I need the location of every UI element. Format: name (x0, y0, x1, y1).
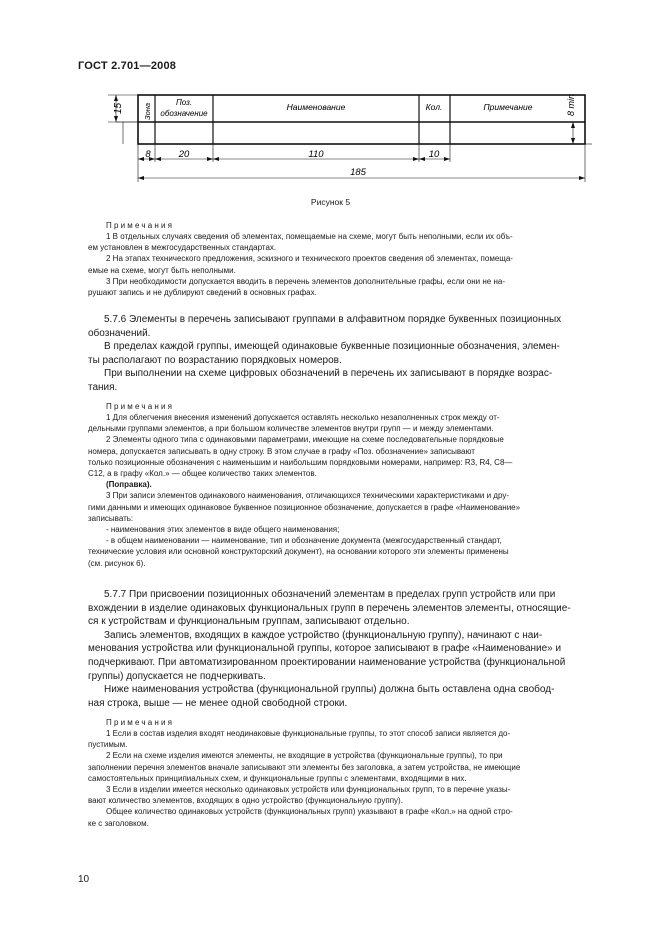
dim-qty-width: 10 (428, 149, 440, 160)
paragraph-line: 5.7.6 Элементы в перечень записывают группами в алфавитном порядке буквенных позиционных (104, 314, 562, 325)
arrow-zone-left (138, 157, 144, 161)
paragraph-line: ная строка, выше — не менее одной свободной строки. (88, 697, 348, 709)
notes-block-3 (88, 717, 616, 829)
notes-title: Примечания (106, 221, 175, 230)
col-note-label: Примечание (483, 102, 533, 112)
arrow-qty-right (444, 157, 450, 161)
arrow-side-bottom (114, 116, 118, 122)
paragraph-line: 5.7.7 При присвоении позиционных обозначений элементам в пределах групп устройств или при (104, 589, 556, 600)
paragraph-line: группы) допускается не подчеркивать. (88, 670, 266, 682)
note-line: ем установлен в межгосударственных стандартах. (88, 243, 277, 253)
note-line: рушают запись и не дублируют сведений в основных графах. (88, 288, 317, 298)
note-line: 1 Для облегчения внесения изменений допускается оставлять несколько незаполненных строк между от- (106, 413, 500, 422)
note-line: только позиционные обозначения с наименьшим и наибольшим порядковыми номерами, например: R3, R4, C8— (88, 457, 513, 467)
col-qty-label: Кол. (425, 102, 443, 112)
paragraph-line: В пределах каждой группы, имеющей одинаковые буквенные позиционные обозначения, элемен- (104, 341, 560, 353)
col-position-label-2: обозначение (160, 109, 208, 118)
row-height-label: 8 min (566, 93, 576, 116)
figure-caption: Рисунок 5 (310, 197, 351, 207)
note-line: 3 При необходимости допускается вводить в перечень элементов дополнительные графы, если они не на- (106, 276, 505, 286)
note-line: технические условия или основной конструкторский документ), на основании которого эти элементы применены (88, 547, 509, 557)
notes-title: Примечания (106, 718, 175, 727)
note-line: (см. рисунок 6). (88, 558, 146, 568)
paragraph-line: Запись элементов, входящих в каждое устройство (функциональную группу), начинают с наи- (104, 629, 543, 641)
notes-title: Примечания (106, 402, 175, 411)
note-line: самостоятельных принципиальных схем, и функциональные группы с элементами, входящими в них. (88, 773, 467, 783)
notes-block-1 (88, 220, 616, 298)
arrow-row-top (571, 122, 575, 128)
section-5-7-6 (88, 313, 616, 395)
page-number: 10 (78, 874, 90, 885)
note-line: заполнении перечня элементов вначале записывают эти элементы без заголовка, а затем устройства, не имеющие (88, 762, 521, 772)
arrow-pos-right (207, 157, 213, 161)
paragraph-line: ты располагают по возрастанию порядковых номеров. (88, 354, 342, 366)
note-line: 2 На этапах технического предложения, эскизного и технического проектов сведения об элементах, помеща- (106, 254, 513, 264)
col-name-label: Наименование (286, 102, 346, 112)
note-line: вают количество элементов, входящих в одно устройство (функциональную группу). (88, 796, 403, 806)
note-line: - в общем наименовании — наименование, тип и обозначение документа (межгосударственный стандарт, (106, 536, 502, 546)
side-height-label: 15 (113, 102, 124, 114)
note-line: пустимым. (88, 740, 128, 750)
note-line: 2 Если на схеме изделия имеются элементы, не входящие в устройства (функциональные группы), то при (106, 751, 503, 761)
note-line: ке с заголовком. (88, 818, 149, 828)
dim-total-width: 185 (350, 167, 366, 178)
dim-name-width: 110 (308, 149, 324, 160)
paragraph-line: вхождении в изделие одинаковых функциональных групп в перечень элементов элементы, относящие- (88, 602, 571, 614)
paragraph-line: При выполнении на схеме цифровых обозначений в перечень их записывают в порядке возрас- (104, 368, 553, 380)
note-line: 2 Элементы одного типа с одинаковыми параметрами, имеющие на схеме последовательные порядковые (106, 435, 504, 445)
list-table-figure (0, 0, 661, 200)
note-line: записывать: (88, 513, 134, 523)
paragraph-line: менования устройства или функциональной группы, которое записывают в графе «Наименование» и (88, 643, 562, 655)
arrow-total-right (579, 176, 585, 180)
section-5-7-7 (88, 588, 616, 710)
dim-zone-width: 8 (145, 149, 151, 160)
note-line: дельными группами элементов, а при большом количестве элементов внутри групп — и между элементами. (88, 424, 494, 434)
arrow-side-top (114, 95, 118, 101)
arrow-qty-left (419, 157, 425, 161)
note-line: 3 При записи элементов одинакового наименования, отличающихся техническими характеристиками и дру- (106, 491, 509, 501)
note-line: гими данными и имеющих одинаковое буквенное позиционное обозначение, допускается в графе «Наименование» (88, 502, 521, 512)
note-line: емые на схеме, могут быть неполными. (88, 265, 236, 275)
paragraph-line: обозначений. (88, 327, 151, 339)
arrow-row-bottom (571, 138, 575, 144)
note-line: 3 Если в изделии имеется несколько одинаковых устройств или функциональных групп, то в перечне указы- (106, 785, 511, 795)
arrow-name-right (413, 157, 419, 161)
correction-note: (Поправка). (106, 480, 152, 490)
note-line: 1 Если в состав изделия входят неодинаковые функциональные группы, то этот способ записи является до- (106, 729, 511, 738)
document-header: ГОСТ 2.701—2008 (78, 60, 177, 72)
notes-block-2 (88, 401, 616, 569)
paragraph-line: тания. (88, 381, 118, 393)
note-line: номера, допускается записывать в одну строку. В этом случае в графу «Поз. обозначение» записывают (88, 446, 475, 456)
col-zone-label: Зона (143, 102, 152, 120)
paragraph-line: ся к устройствам и функциональным группам, записывают отдельно. (88, 616, 410, 628)
note-line: 1 В отдельных случаях сведения об элементах, помещаемые на схеме, могут быть неполными, если их объ- (106, 232, 513, 241)
note-line: Общее количество одинаковых устройств (функциональных групп) указывают в графе «Кол.» на одной стро- (106, 807, 513, 817)
arrow-name-left (213, 157, 219, 161)
note-line: C12, а в графу «Кол.» — общее количество таких элементов. (88, 469, 317, 479)
col-position-label-1: Поз. (175, 98, 193, 107)
paragraph-line: подчеркивают. При автоматизированном проектировании наименование устройства (функциональной (88, 656, 566, 668)
arrow-total-left (138, 176, 144, 180)
arrow-pos-left (155, 157, 161, 161)
paragraph-line: Ниже наименования устройства (функциональной группы) должна быть оставлена одна свобод- (104, 684, 555, 696)
note-line: - наименования этих элементов в виде общего наименования; (106, 525, 340, 535)
dim-pos-width: 20 (178, 149, 190, 160)
